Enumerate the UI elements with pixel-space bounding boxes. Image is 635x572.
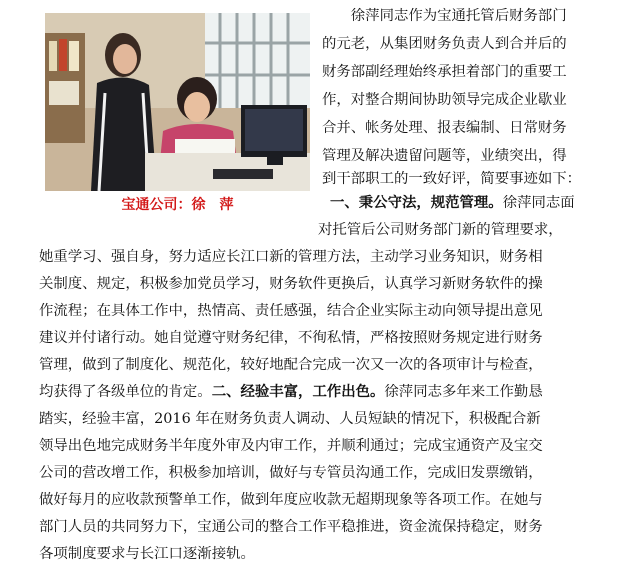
- text-line: 管理，做到了制度化、规范化，较好地配合完成一次又一次的各项审计与检查，: [39, 357, 543, 373]
- text-line: 财务部副经理始终承担着部门的重要工: [322, 64, 567, 80]
- text-line: 她重学习、强自身，努力适应长江口新的管理方法，主动学习业务知识，财务相: [39, 249, 543, 265]
- text-line: 各项制度要求与长江口逐渐接轨。: [39, 546, 255, 562]
- text-line: 关制度、规定，积极参加党员学习，财务软件更换后，认真学习新财务软件的操: [39, 276, 543, 292]
- text-line: 的元老，从集团财务负责人到合并后的: [322, 36, 567, 52]
- text-line: 到干部职工的一致好评，简要事迹如下：: [322, 171, 582, 187]
- text-line: 建议并付诸行动。她自觉遵守财务纪律，不徇私情，严格按照财务规定进行财务: [39, 330, 543, 346]
- text-line: 管理及解决遗留问题等，业绩突出，得: [322, 148, 567, 164]
- text-line: 做好每月的应收款预警单工作，做到年度应收款无超期现象等各项工作。在她与: [39, 492, 543, 508]
- photo-illustration: [45, 13, 310, 191]
- staff-photo: [45, 13, 310, 191]
- text-line: 对托管后公司财务部门新的管理要求，: [318, 222, 563, 238]
- section-heading-1: 一、秉公守法，规范管理。: [330, 195, 503, 211]
- section-heading-2: 二、经验丰富，工作出色。: [211, 384, 385, 400]
- photo-block: [45, 13, 310, 215]
- text-segment: 徐萍同志面: [502, 195, 575, 211]
- text-line: 踏实，经验丰富，2016 年在财务负责人调动、人员短缺的情况下，积极配合新: [39, 411, 541, 427]
- text-line-with-heading: [330, 192, 575, 214]
- text-segment: 徐萍同志多年来工作勤恳: [384, 384, 543, 400]
- photo-caption: 宝通公司：徐 萍: [121, 197, 234, 213]
- text-line: 徐萍同志作为宝通托管后财务部门: [322, 8, 567, 24]
- text-line: 领导出色地完成财务半年度外审及内审工作，并顺利通过；完成宝通资产及宝交: [39, 438, 543, 454]
- text-segment: 均获得了各级单位的肯定。: [39, 384, 212, 400]
- text-line-with-heading: [39, 381, 543, 403]
- text-line: 合并、帐务处理、报表编制、日常财务: [322, 120, 567, 136]
- text-line: 公司的营改增工作，积极参加培训，做好与专管员沟通工作，完成旧发票缴销，: [39, 465, 543, 481]
- text-line: 作，对整合期间协助领导完成企业歇业: [322, 92, 567, 108]
- text-line: 部门人员的共同努力下，宝通公司的整合工作平稳推进，资金流保持稳定，财务: [39, 519, 543, 535]
- text-line: 作流程；在具体工作中，热情高、责任感强，结合企业实际主动向领导提出意见: [39, 303, 543, 319]
